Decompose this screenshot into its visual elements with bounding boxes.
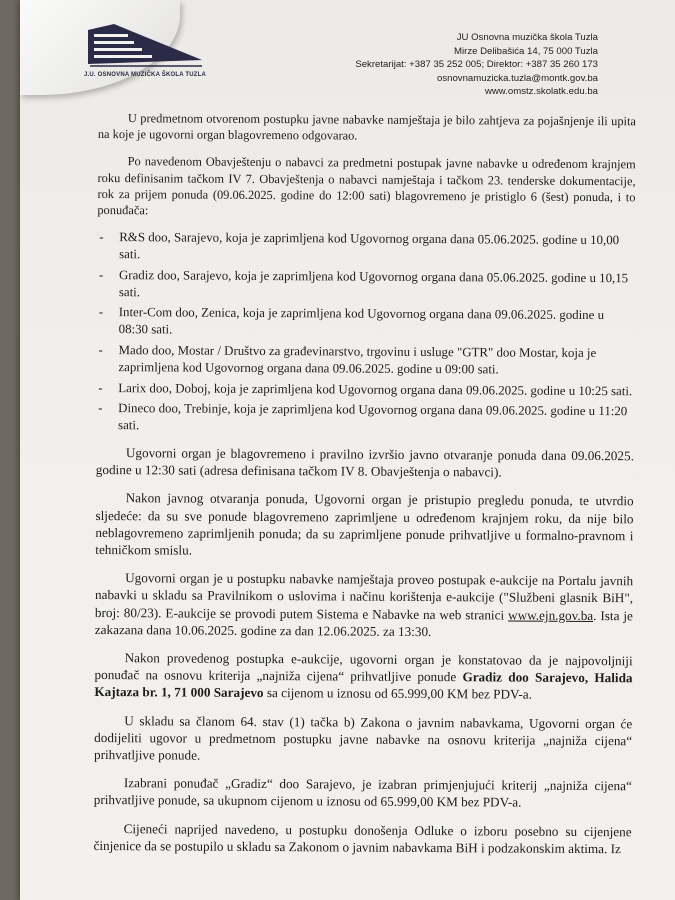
paragraph-offer-review: Nakon javnog otvaranja ponuda, Ugovorni organ je pristupio pregledu ponuda, te utvrdio sljedeće: da su sve ponude blagovremeno zaprimljene u određenom krajnjem roku, da nije bilo neblagovremeno zaprimljenih ponuda; da su zaprimljene ponude prihvatljive u formalno-pravnom i tehničkom smislu. (95, 490, 634, 558)
paragraph-best-bidder: Nakon provedenog postupka e-aukcije, ugovorni organ je konstatovao da je najpovoljniji ponuđač na osnovu kriterija „najniža cijena“ prihvatljive ponude Gradiz doo Sarajevo, Halida Kajtaza br. 1, 71 000 Sarajevo sa cijenom u iznosu od 65.999,00 KM bez PDV-a. (94, 650, 633, 703)
bidder-list (96, 229, 635, 437)
paragraph-public-opening: Ugovorni organ je blagovremeno i pravilno izvršio javno otvaranje ponuda dana 09.06.2025. godine u 12:30 sati (adresa definisana tačkom IV 8. Obavještenja o nabavci). (95, 445, 634, 480)
piano-keys-icon (84, 20, 204, 72)
list-item: - Dineco doo, Trebinje, koja je zaprimljena kod Ugovornog organa dana 09.06.2025. godine u 11:20 sati. (96, 400, 634, 437)
winning-bidder-name: Gradiz doo Sarajevo, Halida Kajtaza br. 1, 71 000 Sarajevo (94, 669, 633, 701)
letterhead-contact (355, 31, 598, 99)
school-phones: Sekretarijat: +387 35 252 005; Direktor: +387 35 260 173 (355, 59, 598, 71)
paragraph-received-offers: Po navedenom Obavještenju o nabavci za predmetni postupak javne nabavke u određenom krajnjem roku definisanim tačkom IV 7. Obavještenja o nabavci namještaja i tačkom 23. tenderske dokumentacije, rok za prijem ponuda (09.06.2025. godine do 12:00 sati) blagovremeno je pristiglo 6 (šest) ponuda, i to ponuđača: (97, 154, 636, 218)
list-item: - Inter-Com doo, Zenica, koja je zaprimljena kod Ugovornog organa dana 09.06.2025. godine u 08:30 sati. (97, 304, 635, 341)
list-item: - Gradiz doo, Sarajevo, koja je zaprimljena kod Ugovornog organa dana 05.06.2025. godine u 10,15 sati. (97, 267, 635, 304)
list-item: - Mado doo, Mostar / Društvo za građevinarstvo, trgovinu i usluge "GTR" doo Mostar, koja je zaprimljena kod Ugovornog organa dana 09.06.2025. godine u 09:00 sati. (96, 342, 634, 379)
list-item: - Larix doo, Doboj, koja je zaprimljena kod Ugovornog organa dana 09.06.2025. godine u 10:25 sati. (96, 380, 634, 400)
ejn-website-link[interactable]: www.ejn.gov.ba (508, 607, 594, 623)
paragraph-legal-basis: U skladu sa članom 64. stav (1) tačka b) Zakona o javnim nabavkama, Ugovorni organ će dodijeliti ugovor u predmetnom postupku javne nabavke na osnovu kriterija „najniža cijena“ prihvatljive ponude. (94, 712, 633, 763)
school-logo (84, 20, 207, 84)
logo-caption: J.U. OSNOVNA MUZIČKA ŠKOLA TUZLA (84, 72, 207, 78)
document-page (20, 0, 675, 900)
list-item: - R&S doo, Sarajevo, koja je zaprimljena kod Ugovornog organa dana 05.06.2025. godine u 10,00 sati. (97, 229, 635, 266)
school-name: JU Osnovna muzička škola Tuzla (456, 32, 598, 43)
paragraph-clarifications: U predmetnom otvorenom postupku javne nabavke namještaja je bilo zahtjeva za pojašnjenje ili upita na koje je ugovorni organ blagovremeno odgovarao. (97, 111, 636, 143)
school-email: osnovnamuzicka.tuzla@montk.gov.ba (436, 72, 598, 84)
paragraph-conclusion: Cijeneći naprijed navedeno, u postupku donošenja Odluke o izboru posebno su cijenjene činjenice da se postupilo u skladu sa Zakonom o javnim nabavkama BiH i podzakonskim aktima. Iz (93, 820, 632, 857)
school-website: www.omstz.skolatk.edu.ba (484, 86, 598, 98)
school-address: Mirze Delibašića 14, 75 000 Tuzla (454, 45, 598, 57)
paragraph-selected-bidder: Izabrani ponuđač „Gradiz“ doo Sarajevo, je izabran primjenjujući kriterij „najniža cijena“ prihvatljive ponude, sa ukupnom cijenom u iznosu od 65.999,00 KM bez PDV-a. (93, 775, 632, 811)
paragraph-e-auction: Ugovorni organ je u postupku nabavke namještaja proveo postupak e-aukcije na Portalu javnih nabavki u skladu sa Pravilnikom o uslovima i načinu korištenja e-aukcije ("Službeni glasnik BiH", broj: 80/23). E-aukcije se provodi putem Sistema e Nabavke na web stranici www.ejn.gov.ba. Ista je zakazana dana 10.06.2025. godine za dan 12.06.2025. za 13:30. (94, 570, 634, 639)
document-body (93, 110, 636, 868)
